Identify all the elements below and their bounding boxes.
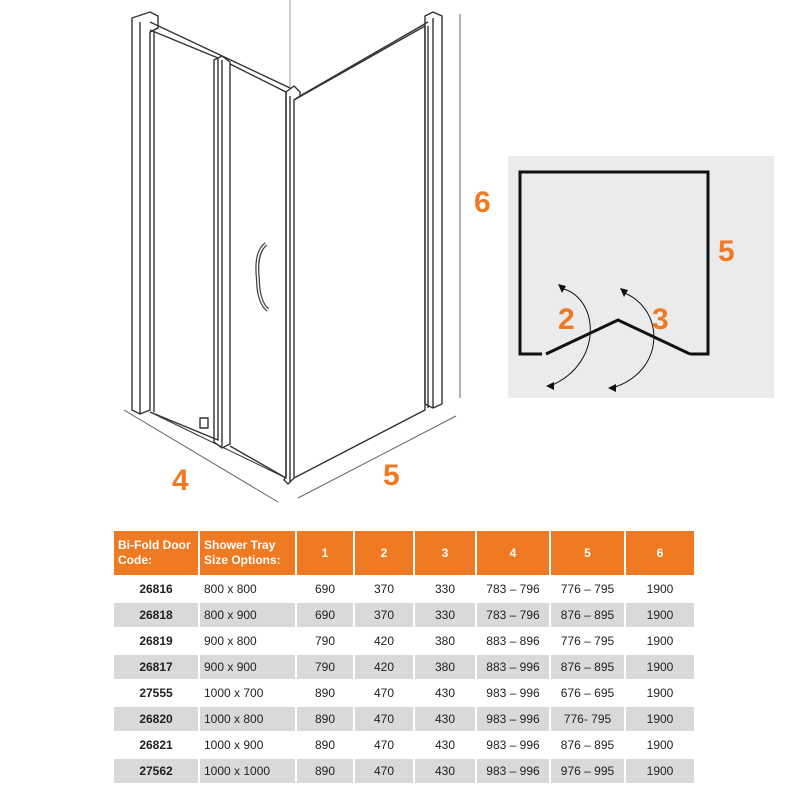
cell-code: 27562 bbox=[114, 759, 198, 783]
cell-1: 690 bbox=[297, 577, 353, 601]
cell-2: 420 bbox=[355, 629, 413, 653]
cell-3: 430 bbox=[415, 681, 475, 705]
floor-badge bbox=[200, 418, 208, 428]
header-6: 6 bbox=[626, 531, 694, 575]
cell-1: 890 bbox=[297, 707, 353, 731]
cell-6: 1900 bbox=[626, 577, 694, 601]
plan-walls bbox=[520, 172, 708, 354]
cell-4: 783 – 796 bbox=[477, 577, 549, 601]
cell-2: 370 bbox=[355, 577, 413, 601]
header-3: 3 bbox=[415, 531, 475, 575]
table-row bbox=[114, 603, 694, 627]
plan-label-3: 3 bbox=[652, 303, 669, 336]
cell-5: 876 – 895 bbox=[551, 733, 624, 757]
table-header-row bbox=[114, 531, 694, 575]
cell-code: 26817 bbox=[114, 655, 198, 679]
spec-table bbox=[112, 529, 696, 785]
cell-2: 470 bbox=[355, 681, 413, 705]
cell-1: 890 bbox=[297, 759, 353, 783]
table-row bbox=[114, 577, 694, 601]
cell-5: 776 – 795 bbox=[551, 577, 624, 601]
cell-3: 330 bbox=[415, 577, 475, 601]
cell-2: 370 bbox=[355, 603, 413, 627]
cell-4: 783 – 796 bbox=[477, 603, 549, 627]
cell-6: 1900 bbox=[626, 733, 694, 757]
cell-6: 1900 bbox=[626, 681, 694, 705]
cell-5: 876 – 895 bbox=[551, 655, 624, 679]
cell-code: 26821 bbox=[114, 733, 198, 757]
table-row bbox=[114, 733, 694, 757]
cell-4: 983 – 996 bbox=[477, 681, 549, 705]
cell-4: 983 – 996 bbox=[477, 707, 549, 731]
dim-line-5 bbox=[298, 416, 456, 498]
cell-6: 1900 bbox=[626, 603, 694, 627]
cell-6: 1900 bbox=[626, 759, 694, 783]
cell-6: 1900 bbox=[626, 655, 694, 679]
cell-6: 1900 bbox=[626, 629, 694, 653]
table-row bbox=[114, 707, 694, 731]
dimension-label-5: 5 bbox=[383, 459, 400, 492]
cell-size: 1000 x 700 bbox=[200, 681, 295, 705]
cell-1: 790 bbox=[297, 629, 353, 653]
dimension-label-4: 4 bbox=[172, 464, 189, 497]
cell-1: 890 bbox=[297, 733, 353, 757]
dim-line-4 bbox=[124, 410, 278, 502]
cell-4: 983 – 996 bbox=[477, 733, 549, 757]
cell-1: 690 bbox=[297, 603, 353, 627]
table-row bbox=[114, 759, 694, 783]
header-code: Bi-Fold Door Code: bbox=[114, 531, 198, 575]
cell-size: 1000 x 800 bbox=[200, 707, 295, 731]
table-row bbox=[114, 629, 694, 653]
cell-3: 430 bbox=[415, 733, 475, 757]
cell-size: 900 x 800 bbox=[200, 629, 295, 653]
header-2: 2 bbox=[355, 531, 413, 575]
table-row bbox=[114, 655, 694, 679]
header-tray-size: Shower Tray Size Options: bbox=[200, 531, 295, 575]
left-fixed-panel bbox=[150, 30, 218, 440]
cell-code: 26818 bbox=[114, 603, 198, 627]
cell-size: 800 x 900 bbox=[200, 603, 295, 627]
cell-4: 883 – 896 bbox=[477, 629, 549, 653]
corner-post bbox=[284, 86, 300, 484]
cell-3: 430 bbox=[415, 759, 475, 783]
cell-5: 876 – 895 bbox=[551, 603, 624, 627]
cell-4: 883 – 996 bbox=[477, 655, 549, 679]
cell-5: 976 – 995 bbox=[551, 759, 624, 783]
plan-label-5: 5 bbox=[718, 235, 735, 268]
table-row bbox=[114, 681, 694, 705]
header-4: 4 bbox=[477, 531, 549, 575]
dimension-label-6: 6 bbox=[474, 186, 491, 219]
cell-size: 1000 x 1000 bbox=[200, 759, 295, 783]
cell-size: 1000 x 900 bbox=[200, 733, 295, 757]
cell-size: 900 x 900 bbox=[200, 655, 295, 679]
cell-6: 1900 bbox=[626, 707, 694, 731]
cell-1: 890 bbox=[297, 681, 353, 705]
cell-2: 470 bbox=[355, 759, 413, 783]
cell-1: 790 bbox=[297, 655, 353, 679]
right-side-panel bbox=[294, 26, 425, 478]
plan-view-drawing bbox=[508, 156, 774, 398]
cell-3: 430 bbox=[415, 707, 475, 731]
cell-3: 380 bbox=[415, 629, 475, 653]
plan-view bbox=[508, 156, 774, 398]
cell-3: 380 bbox=[415, 655, 475, 679]
header-5: 5 bbox=[551, 531, 624, 575]
cell-2: 470 bbox=[355, 707, 413, 731]
cell-code: 26816 bbox=[114, 577, 198, 601]
cell-2: 420 bbox=[355, 655, 413, 679]
cell-size: 800 x 800 bbox=[200, 577, 295, 601]
cell-5: 776- 795 bbox=[551, 707, 624, 731]
header-1: 1 bbox=[297, 531, 353, 575]
swing-arrow-right bbox=[612, 292, 654, 388]
cell-2: 470 bbox=[355, 733, 413, 757]
cell-code: 26819 bbox=[114, 629, 198, 653]
plan-label-2: 2 bbox=[558, 303, 575, 336]
cell-code: 26820 bbox=[114, 707, 198, 731]
cell-3: 330 bbox=[415, 603, 475, 627]
cell-code: 27555 bbox=[114, 681, 198, 705]
cell-5: 676 – 695 bbox=[551, 681, 624, 705]
cell-5: 776 – 795 bbox=[551, 629, 624, 653]
cell-4: 983 – 996 bbox=[477, 759, 549, 783]
